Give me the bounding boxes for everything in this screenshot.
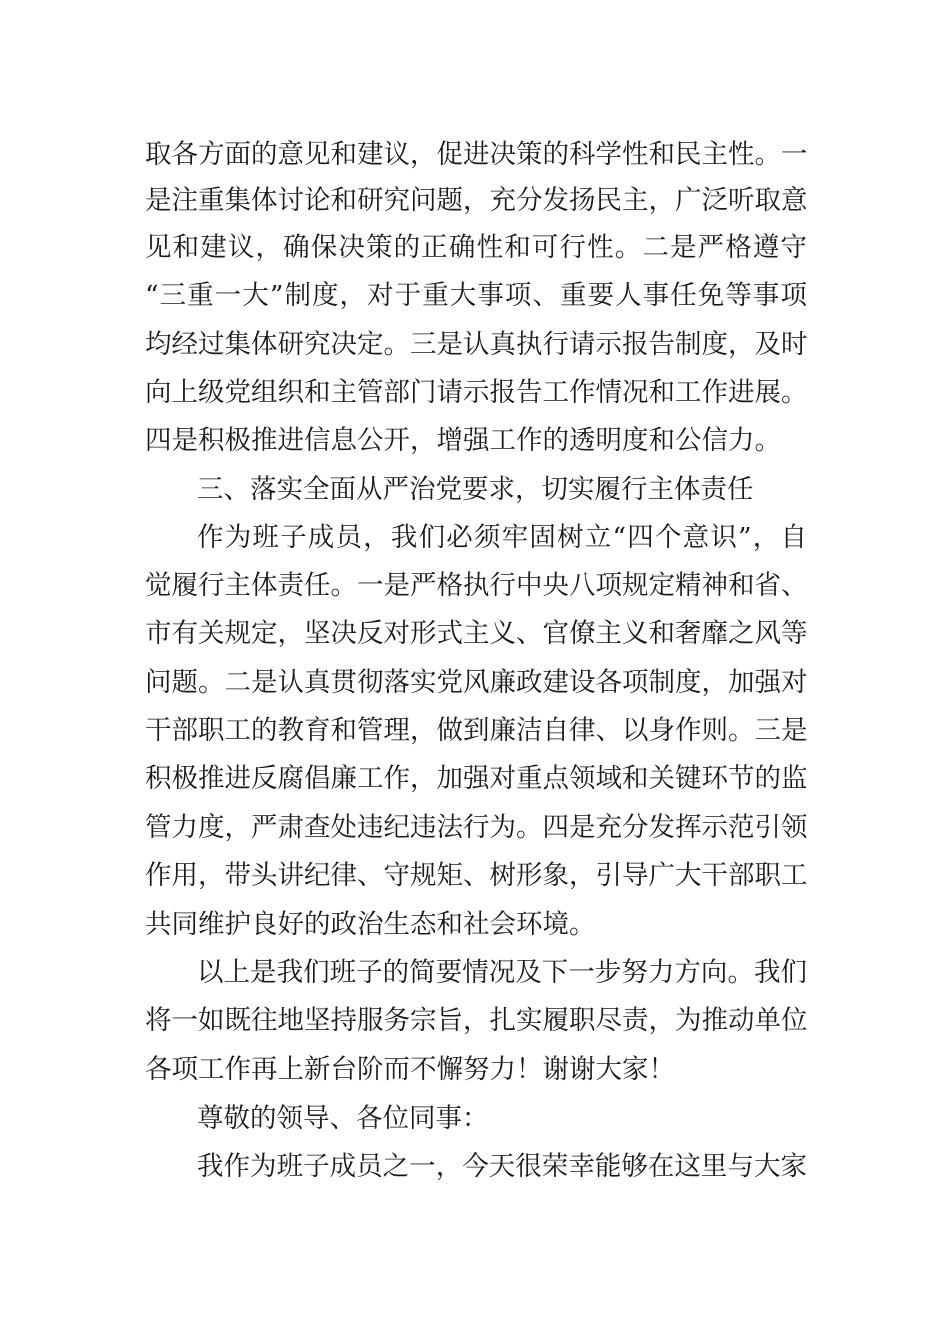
section-heading: 三、落实全面从严治党要求，切实履行主体责任: [197, 474, 754, 505]
text-line: 均经过集体研究决定。三是认真执行请示报告制度，及时: [145, 329, 808, 360]
text-line: 作为班子成员，我们必须牢固树立“四个意识”，自: [197, 522, 807, 553]
text-line: 觉履行主体责任。一是严格执行中央八项规定精神和省、: [145, 570, 808, 601]
text-line: 各项工作再上新台阶而不懈努力！谢谢大家！: [145, 1054, 675, 1085]
text-line: 以上是我们班子的简要情况及下一步努力方向。我们: [197, 957, 807, 988]
text-line: 是注重集体讨论和研究问题，充分发扬民主，广泛听取意: [145, 185, 808, 216]
text-line: 问题。二是认真贯彻落实党风廉政建设各项制度，加强对: [145, 667, 808, 698]
text-line: 将一如既往地坚持服务宗旨，扎实履职尽责，为推动单位: [145, 1005, 808, 1036]
text-line: 市有关规定，坚决反对形式主义、官僚主义和奢靡之风等: [145, 618, 808, 649]
salutation: 尊敬的领导、各位同事：: [197, 1103, 489, 1134]
text-line: 我作为班子成员之一，今天很荣幸能够在这里与大家: [197, 1151, 807, 1182]
text-line: 四是积极推进信息公开，增强工作的透明度和公信力。: [145, 425, 781, 456]
text-line: 积极推进反腐倡廉工作，加强对重点领域和关键环节的监: [145, 763, 808, 794]
text-line: 干部职工的教育和管理，做到廉洁自律、以身作则。三是: [145, 715, 808, 746]
text-line: “三重一大”制度，对于重大事项、重要人事任免等事项: [145, 280, 807, 311]
text-line: 向上级党组织和主管部门请示报告工作情况和工作进展。: [145, 377, 808, 408]
text-line: 取各方面的意见和建议，促进决策的科学性和民主性。一: [145, 139, 808, 170]
text-line: 共同维护良好的政治生态和社会环境。: [145, 909, 596, 940]
text-line: 作用，带头讲纪律、守规矩、树形象，引导广大干部职工: [145, 860, 808, 891]
text-line: 管力度，严肃查处违纪违法行为。四是充分发挥示范引领: [145, 812, 808, 843]
text-line: 见和建议，确保决策的正确性和可行性。二是严格遵守: [145, 232, 807, 263]
